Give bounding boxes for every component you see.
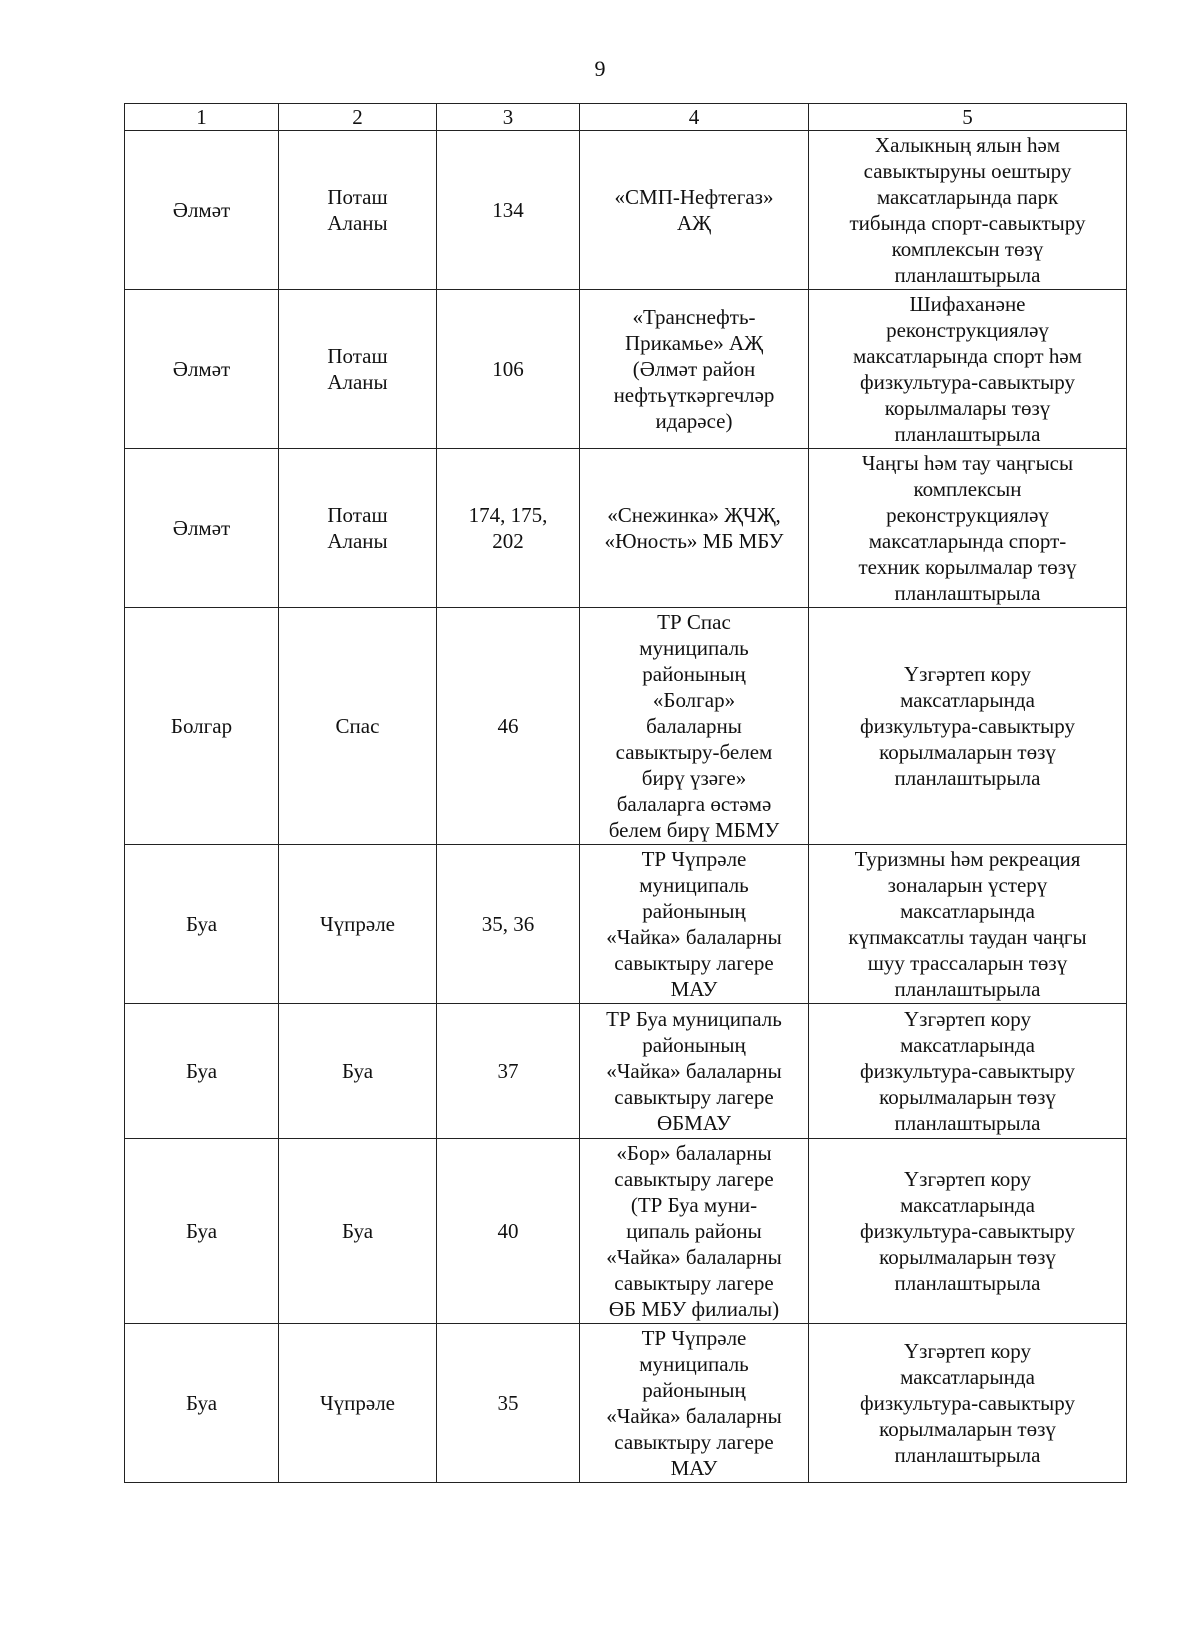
- cell-purpose: Шифаханәне реконструкцияләү максатларында спорт һәм физкультура-савыктыру корылмалары төзү планлаштырыла: [809, 290, 1127, 449]
- cell-organization: ТР Чүпрәле муниципаль районының «Чайка» балаларны савыктыру лагере МАУ: [580, 1324, 809, 1483]
- cell-district: Буа: [125, 845, 279, 1004]
- cell-district: Әлмәт: [125, 290, 279, 449]
- table-row: [125, 845, 1127, 1004]
- header-cell-5: 5: [809, 104, 1127, 131]
- cell-purpose: Халыкның ялын һәм савыктыруны оештыру максатларында парк тибында спорт-савыктыру комплексын төзү планлаштырыла: [809, 131, 1127, 290]
- cell-district: Әлмәт: [125, 131, 279, 290]
- header-cell-2: 2: [279, 104, 437, 131]
- cell-district: Буа: [125, 1324, 279, 1483]
- cell-organization: «Снежинка» ҖЧҖ, «Юность» МБ МБУ: [580, 449, 809, 608]
- cell-organization: ТР Буа муниципаль районының «Чайка» балаларны савыктыру лагере ӨБМАУ: [580, 1004, 809, 1139]
- table-row: [125, 290, 1127, 449]
- table-row: [125, 608, 1127, 845]
- cell-organization: ТР Спас муниципаль районының «Болгар» балаларны савыктыру-белем бирү үзәге» балаларга өстәмә белем бирү МБМУ: [580, 608, 809, 845]
- cell-organization: «Транснефть- Прикамье» АҖ (Әлмәт район нефтьүткәргечләр идарәсе): [580, 290, 809, 449]
- cell-locality: Поташ Аланы: [279, 290, 437, 449]
- cell-number: 37: [437, 1004, 580, 1139]
- cell-district: Болгар: [125, 608, 279, 845]
- table-row: [125, 131, 1127, 290]
- cell-number: 46: [437, 608, 580, 845]
- header-cell-3: 3: [437, 104, 580, 131]
- cell-purpose: Үзгәртеп кору максатларында физкультура-савыктыру корылмаларын төзү планлаштырыла: [809, 1139, 1127, 1324]
- cell-purpose: Чаңгы һәм тау чаңгысы комплексын реконструкцияләү максатларында спорт- техник корылмалар төзү планлаштырыла: [809, 449, 1127, 608]
- page-number: 9: [594, 56, 606, 81]
- cell-number: 134: [437, 131, 580, 290]
- cell-purpose: Туризмны һәм рекреация зоналарын үстерү максатларында күпмаксатлы таудан чаңгы шуу трассаларын төзү планлаштырыла: [809, 845, 1127, 1004]
- cell-locality: Буа: [279, 1139, 437, 1324]
- header-cell-4: 4: [580, 104, 809, 131]
- cell-number: 40: [437, 1139, 580, 1324]
- cell-organization: ТР Чүпрәле муниципаль районының «Чайка» балаларны савыктыру лагере МАУ: [580, 845, 809, 1004]
- cell-locality: Спас: [279, 608, 437, 845]
- table-header: [125, 104, 1127, 131]
- header-row: [125, 104, 1127, 131]
- cell-district: Әлмәт: [125, 449, 279, 608]
- cell-locality: Чүпрәле: [279, 1324, 437, 1483]
- table-row: [125, 1139, 1127, 1324]
- cell-organization: «СМП-Нефтегаз» АҖ: [580, 131, 809, 290]
- cell-number: 35, 36: [437, 845, 580, 1004]
- header-cell-1: 1: [125, 104, 279, 131]
- cell-organization: «Бор» балаларны савыктыру лагере (ТР Буа муни- ципаль районы «Чайка» балаларны савыктыру лагере ӨБ МБУ филиалы): [580, 1139, 809, 1324]
- cell-district: Буа: [125, 1004, 279, 1139]
- table-row: [125, 449, 1127, 608]
- cell-locality: Поташ Аланы: [279, 449, 437, 608]
- cell-number: 106: [437, 290, 580, 449]
- table-row: [125, 1324, 1127, 1483]
- cell-number: 35: [437, 1324, 580, 1483]
- cell-purpose: Үзгәртеп кору максатларында физкультура-савыктыру корылмаларын төзү планлаштырыла: [809, 1004, 1127, 1139]
- data-table: [124, 103, 1127, 1483]
- cell-district: Буа: [125, 1139, 279, 1324]
- cell-purpose: Үзгәртеп кору максатларында физкультура-савыктыру корылмаларын төзү планлаштырыла: [809, 1324, 1127, 1483]
- cell-locality: Чүпрәле: [279, 845, 437, 1004]
- table-row: [125, 1004, 1127, 1139]
- cell-number: 174, 175, 202: [437, 449, 580, 608]
- cell-locality: Буа: [279, 1004, 437, 1139]
- table-body: [125, 131, 1127, 1483]
- cell-purpose: Үзгәртеп кору максатларында физкультура-савыктыру корылмаларын төзү планлаштырыла: [809, 608, 1127, 845]
- cell-locality: Поташ Аланы: [279, 131, 437, 290]
